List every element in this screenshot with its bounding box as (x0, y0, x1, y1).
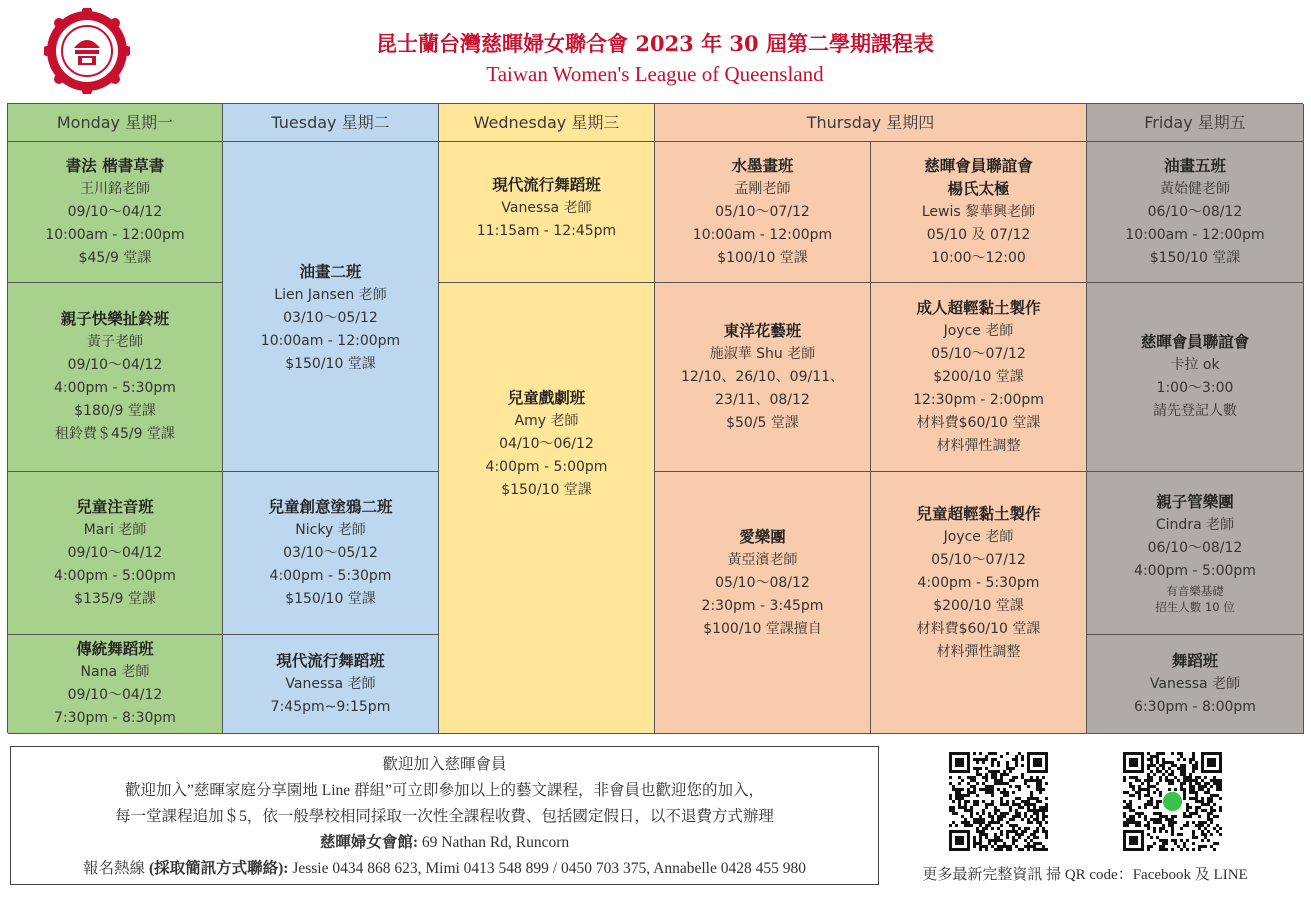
class-material-note: 材料彈性調整 (936, 644, 1021, 660)
class-time: 4:00pm - 5:00pm (54, 567, 176, 584)
venue-address-text: 69 Nathan Rd, Runcorn (418, 834, 570, 851)
class-fee: $200/10 堂課 (933, 598, 1024, 614)
class-teacher: 孟剛老師 (734, 180, 791, 197)
class-note: 請先登記人數 (1153, 403, 1237, 419)
class-teacher: Vanessa 老師 (1149, 675, 1241, 692)
class-cell-modern-dance-evening (223, 635, 439, 734)
class-cell-oil-painting-2 (223, 142, 439, 472)
class-cell-ink-painting (655, 142, 871, 283)
class-dates: 05/10 及 07/12 (926, 226, 1031, 243)
hotline-note: (採取簡訊方式聯絡): (145, 860, 289, 877)
class-cell-dance (1087, 635, 1304, 734)
class-teacher: Nana 老師 (80, 664, 150, 680)
day-header-monday: Monday 星期一 (8, 104, 223, 142)
class-cell-oil-painting-5 (1087, 142, 1304, 283)
page-title-english: Taiwan Women's League of Queensland (486, 62, 824, 86)
class-teacher: Mari 老師 (83, 521, 147, 538)
class-teacher: Nicky 老師 (295, 521, 366, 538)
class-fee: $50/5 堂課 (726, 414, 799, 431)
class-teacher: Cindra 老師 (1155, 517, 1235, 533)
venue-label: 慈暉婦女會館: (319, 834, 419, 851)
fee-policy-note: 每一堂課程追加＄5，依一般學校相同採取一次性全課程收費、包括國定假日，以不退費方式辦理 (115, 808, 774, 825)
class-cell-zhuyin (8, 472, 223, 635)
page-title-chinese: 昆士蘭台灣慈暉婦女聯合會 2023 年 30 屆第二學期課程表 (376, 31, 934, 56)
venue-address (11, 830, 878, 856)
class-fee: $150/10 堂課 (285, 590, 376, 607)
class-teacher: 王川銘老師 (80, 180, 150, 197)
class-dates: 09/10～04/12 (67, 687, 163, 703)
line-app-icon (1163, 792, 1182, 811)
class-fee: $180/9 堂課 (74, 403, 156, 419)
class-time: 7:45pm~9:15pm (270, 698, 391, 715)
class-time: 10:00～12:00 (931, 249, 1026, 266)
class-time: 4:00pm - 5:30pm (54, 380, 176, 396)
class-cell-modern-dance-morning (439, 142, 655, 283)
class-title: 現代流行舞蹈班 (276, 651, 385, 670)
association-seal-logo (44, 8, 130, 94)
class-dates: 05/10～07/12 (931, 552, 1026, 568)
class-title: 現代流行舞蹈班 (492, 176, 601, 194)
class-fee: $150/10 堂課 (285, 356, 376, 372)
class-teacher: Lewis 黎華興老師 (921, 203, 1036, 220)
class-teacher: 黃始健老師 (1160, 180, 1230, 197)
class-teacher: 黃亞濱老師 (727, 552, 798, 568)
class-cell-ikebana (655, 283, 871, 472)
class-fee: $200/10 堂課 (933, 368, 1024, 385)
class-material-fee: 材料費$60/10 堂課 (916, 621, 1041, 637)
line-group-note: 歡迎加入”慈暉家庭分享園地 Line 群組”可立即參加以上的藝文課程，非會員也歡迎您的加入， (125, 782, 764, 799)
day-header-friday: Friday 星期五 (1087, 104, 1304, 142)
facebook-qr-code[interactable] (949, 752, 1048, 851)
day-header-thursday: Thursday 星期四 (655, 104, 1087, 142)
class-dates: 03/10～05/12 (283, 310, 378, 326)
class-dates: 03/10～05/12 (283, 544, 378, 561)
class-cell-calligraphy (8, 142, 223, 283)
class-title: 兒童超輕黏土製作 (916, 505, 1041, 523)
class-title: 舞蹈班 (1171, 651, 1219, 670)
class-title: 親子快樂扯鈴班 (60, 310, 170, 328)
class-dates: 12/10、26/10、09/11、 (680, 368, 845, 385)
class-time: 10:00am - 12:00pm (1125, 226, 1265, 243)
class-material-note: 材料彈性調整 (936, 437, 1021, 454)
class-teacher: 黃子老師 (87, 334, 143, 350)
class-title: 兒童創意塗鴉二班 (268, 497, 393, 516)
class-title: 傳統舞蹈班 (76, 640, 154, 658)
class-cell-family-band (1087, 472, 1304, 635)
class-cell-kids-creative-drawing (223, 472, 439, 635)
line-qr-code[interactable] (1123, 752, 1222, 851)
day-header-tuesday: Tuesday 星期二 (223, 104, 439, 142)
class-cell-tai-chi (871, 142, 1087, 283)
class-fee: $100/10 堂課 (717, 249, 808, 266)
class-dates: 05/10～07/12 (931, 345, 1026, 362)
class-dates: 05/10～07/12 (715, 203, 810, 220)
class-time: 4:00pm - 5:30pm (269, 567, 392, 584)
hotline-numbers: Jessie 0434 868 623, Mimi 0413 548 899 / 0450 703 375, Annabelle 0428 455 980 (288, 860, 806, 877)
class-cell-karaoke (1087, 283, 1304, 472)
class-time: 4:00pm - 5:30pm (917, 575, 1040, 591)
class-cell-diabolo (8, 283, 223, 472)
day-header-wednesday: Wednesday 星期三 (439, 104, 655, 142)
class-title: 水墨畫班 (731, 156, 794, 175)
class-time: 7:30pm - 8:30pm (54, 710, 176, 726)
class-teacher: Vanessa 老師 (501, 200, 592, 216)
class-dates: 04/10～06/12 (499, 435, 594, 452)
class-dates: 09/10～04/12 (67, 544, 163, 561)
welcome-heading: 歡迎加入慈暉會員 (382, 756, 507, 773)
class-title: 愛樂團 (739, 528, 786, 546)
class-fee: $135/9 堂課 (74, 590, 156, 607)
class-cell-kids-drama (439, 283, 655, 734)
hotline-label: 報名熱線 (83, 860, 146, 877)
hotline (11, 856, 878, 882)
class-teacher: Vanessa 老師 (285, 675, 376, 692)
class-title: 油畫二班 (299, 263, 362, 281)
class-time: 10:00am - 12:00pm (692, 226, 833, 243)
class-fee: $100/10 堂課擅自 (703, 621, 822, 637)
class-teacher: Joyce 老師 (943, 529, 1014, 545)
class-fee: $150/10 堂課 (501, 481, 592, 498)
class-title: 慈暉會員聯誼會 (924, 156, 1033, 175)
class-title: 油畫五班 (1163, 156, 1226, 175)
class-dates: 06/10～08/12 (1147, 540, 1243, 556)
class-fee: $150/10 堂課 (1149, 249, 1241, 266)
class-cell-orchestra (655, 472, 871, 734)
class-activity: 卡拉 ok (1170, 357, 1220, 373)
class-teacher: 施淑華 Shu 老師 (709, 345, 816, 362)
class-time: 4:00pm - 5:00pm (485, 458, 608, 475)
class-title: 東洋花藝班 (723, 321, 802, 340)
class-dates: 09/10～04/12 (67, 203, 163, 220)
class-teacher: Amy 老師 (514, 412, 579, 429)
class-capacity: 招生人數 10 位 (1155, 600, 1235, 614)
class-time: 2:30pm - 3:45pm (701, 598, 824, 614)
class-cell-adult-clay (871, 283, 1087, 472)
class-fee: $45/9 堂課 (78, 249, 152, 266)
class-dates: 09/10～04/12 (67, 357, 163, 373)
class-title: 親子管樂團 (1156, 493, 1234, 511)
class-title: 慈暉會員聯誼會 (1140, 333, 1250, 351)
class-dates-cont: 23/11、08/12 (715, 391, 810, 408)
class-time: 6:30pm - 8:00pm (1134, 698, 1256, 715)
class-time: 12:30pm - 2:00pm (913, 391, 1044, 408)
schedule-table (7, 103, 1303, 733)
class-title: 成人超輕黏土製作 (916, 298, 1041, 317)
class-time: 4:00pm - 5:00pm (1134, 563, 1256, 579)
class-time: 10:00am - 12:00pm (45, 226, 185, 243)
class-teacher: Lien Jansen 老師 (274, 287, 387, 303)
membership-info-box (10, 746, 879, 885)
class-subtitle: 楊氏太極 (947, 179, 1010, 198)
class-time: 10:00am - 12:00pm (260, 333, 401, 349)
class-time: 1:00～3:00 (1156, 380, 1234, 396)
class-title: 兒童戲劇班 (507, 388, 586, 407)
class-title: 兒童注音班 (76, 497, 154, 516)
class-teacher: Joyce 老師 (943, 322, 1014, 339)
class-dates: 05/10～08/12 (715, 575, 810, 591)
class-material-fee: 材料費$60/10 堂課 (916, 414, 1041, 431)
class-dates: 06/10～08/12 (1147, 203, 1243, 220)
class-cell-traditional-dance (8, 635, 223, 734)
qr-caption: 更多最新完整資訊 掃 QR code：Facebook 及 LINE (922, 867, 1248, 883)
class-requirement: 有音樂基礎 (1166, 584, 1224, 598)
class-time: 11:15am - 12:45pm (476, 223, 617, 239)
class-title: 書法 楷書草書 (65, 156, 165, 175)
class-rental-fee: 租鈴費＄45/9 堂課 (55, 426, 175, 442)
class-cell-kids-clay (871, 472, 1087, 734)
